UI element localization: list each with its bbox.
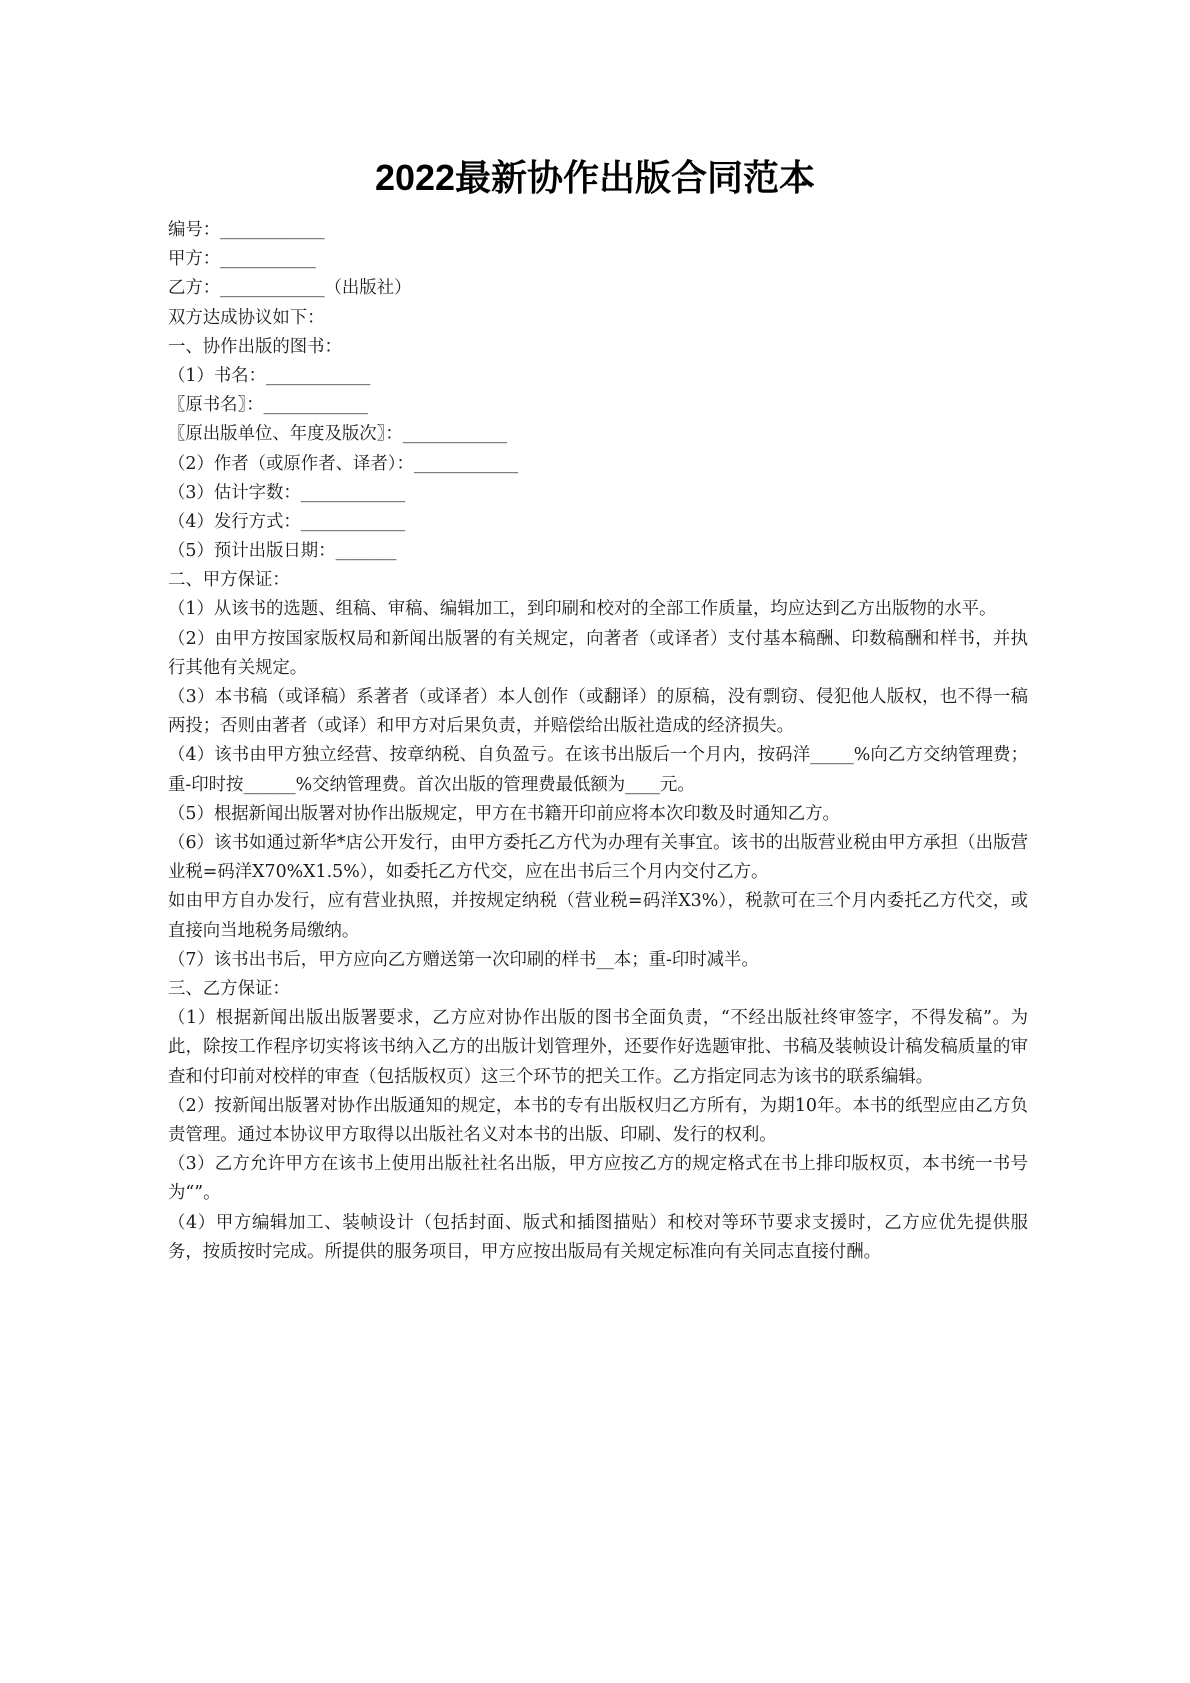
original-book-name-field: 〖原书名〗：____________ (168, 395, 368, 416)
section-2-clause-6-note: 如由甲方自办发行，应有营业执照，并按规定纳税（营业税=码洋X3%），税款可在三个月内委托乙方代交，或直接向当地税务局缴纳。 (168, 891, 1028, 941)
serial-number-field: 编号：____________ (168, 220, 325, 240)
distribution-method-field: （4）发行方式：____________ (168, 511, 406, 532)
book-name-field: （1）书名：____________ (168, 365, 371, 386)
original-publisher-field: 〖原出版单位、年度及版次〗：____________ (168, 424, 508, 445)
section-2-clause-6: （6）该书如通过新华*店公开发行，由甲方委托乙方代为办理有关事宜。该书的出版营业税由甲方承担（出版营业税=码洋X70%X1.5%），如委托乙方代交，应在出书后三个月内交付乙方。 (168, 833, 1028, 883)
document-body (168, 216, 1028, 1267)
section-2-heading: 二、甲方保证： (168, 570, 290, 591)
party-b-field: 乙方：____________（出版社） (168, 278, 412, 299)
section-2-clause-4: （4）该书由甲方独立经营、按章纳税、自负盈亏。在该书出版后一个月内，按码洋_____%向乙方交纳管理费；重-印时按______%交纳管理费。首次出版的管理费最低额为____元。 (168, 745, 1028, 795)
section-1-heading: 一、协作出版的图书： (168, 336, 342, 357)
section-3-clause-1: （1）根据新闻出版出版署要求，乙方应对协作出版的图书全面负责，“不经出版社终审签字，不得发稿”。为此，除按工作程序切实将该书纳入乙方的出版计划管理外，还要作好选题审批、书稿及装帧设计稿发稿质量的审查和付印前对校样的审查（包括版权页）这三个环节的把关工作。乙方指定同志为该书的联系编辑。 (168, 1008, 1028, 1087)
word-count-field: （3）估计字数：____________ (168, 482, 406, 503)
section-2-clause-5: （5）根据新闻出版署对协作出版规定，甲方在书籍开印前应将本次印数及时通知乙方。 (168, 803, 840, 824)
section-3-clause-4: （4）甲方编辑加工、装帧设计（包括封面、版式和插图描贴）和校对等环节要求支援时，乙方应优先提供服务，按质按时完成。所提供的服务项目，甲方应按出版局有关规定标准向有关同志直接付酬。 (168, 1212, 1028, 1262)
section-3-clause-3: （3）乙方允许甲方在该书上使用出版社社名出版，甲方应按乙方的规定格式在书上排印版权页，本书统一书号为“”。 (168, 1154, 1028, 1204)
section-2-clause-3: （3）本书稿（或译稿）系著者（或译者）本人创作（或翻译）的原稿，没有剽窃、侵犯他人版权，也不得一稿两投；否则由著者（或译）和甲方对后果负责，并赔偿给出版社造成的经济损失。 (168, 687, 1028, 737)
party-a-field: 甲方：___________ (168, 249, 316, 270)
agreement-intro: 双方达成协议如下： (168, 307, 325, 328)
section-2-clause-2: （2）由甲方按国家版权局和新闻出版署的有关规定，向著者（或译者）支付基本稿酬、印数稿酬和样书，并执行其他有关规定。 (168, 628, 1028, 678)
publication-date-field: （5）预计出版日期：_______ (168, 541, 397, 562)
document-title: 2022最新协作出版合同范本 (374, 157, 816, 198)
section-2-clause-1: （1）从该书的选题、组稿、审稿、编辑加工，到印刷和校对的全部工作质量，均应达到乙方出版物的水平。 (168, 599, 997, 620)
author-field: （2）作者（或原作者、译者）：____________ (168, 453, 519, 474)
section-3-clause-2: （2）按新闻出版署对协作出版通知的规定，本书的专有出版权归乙方所有，为期10年。本书的纸型应由乙方负责管理。通过本协议甲方取得以出版社名义对本书的出版、印刷、发行的权利。 (168, 1095, 1028, 1146)
section-2-clause-7: （7）该书出书后，甲方应向乙方赠送第一次印刷的样书__本；重-印时减半。 (168, 949, 759, 970)
section-3-heading: 三、乙方保证： (168, 979, 290, 1000)
